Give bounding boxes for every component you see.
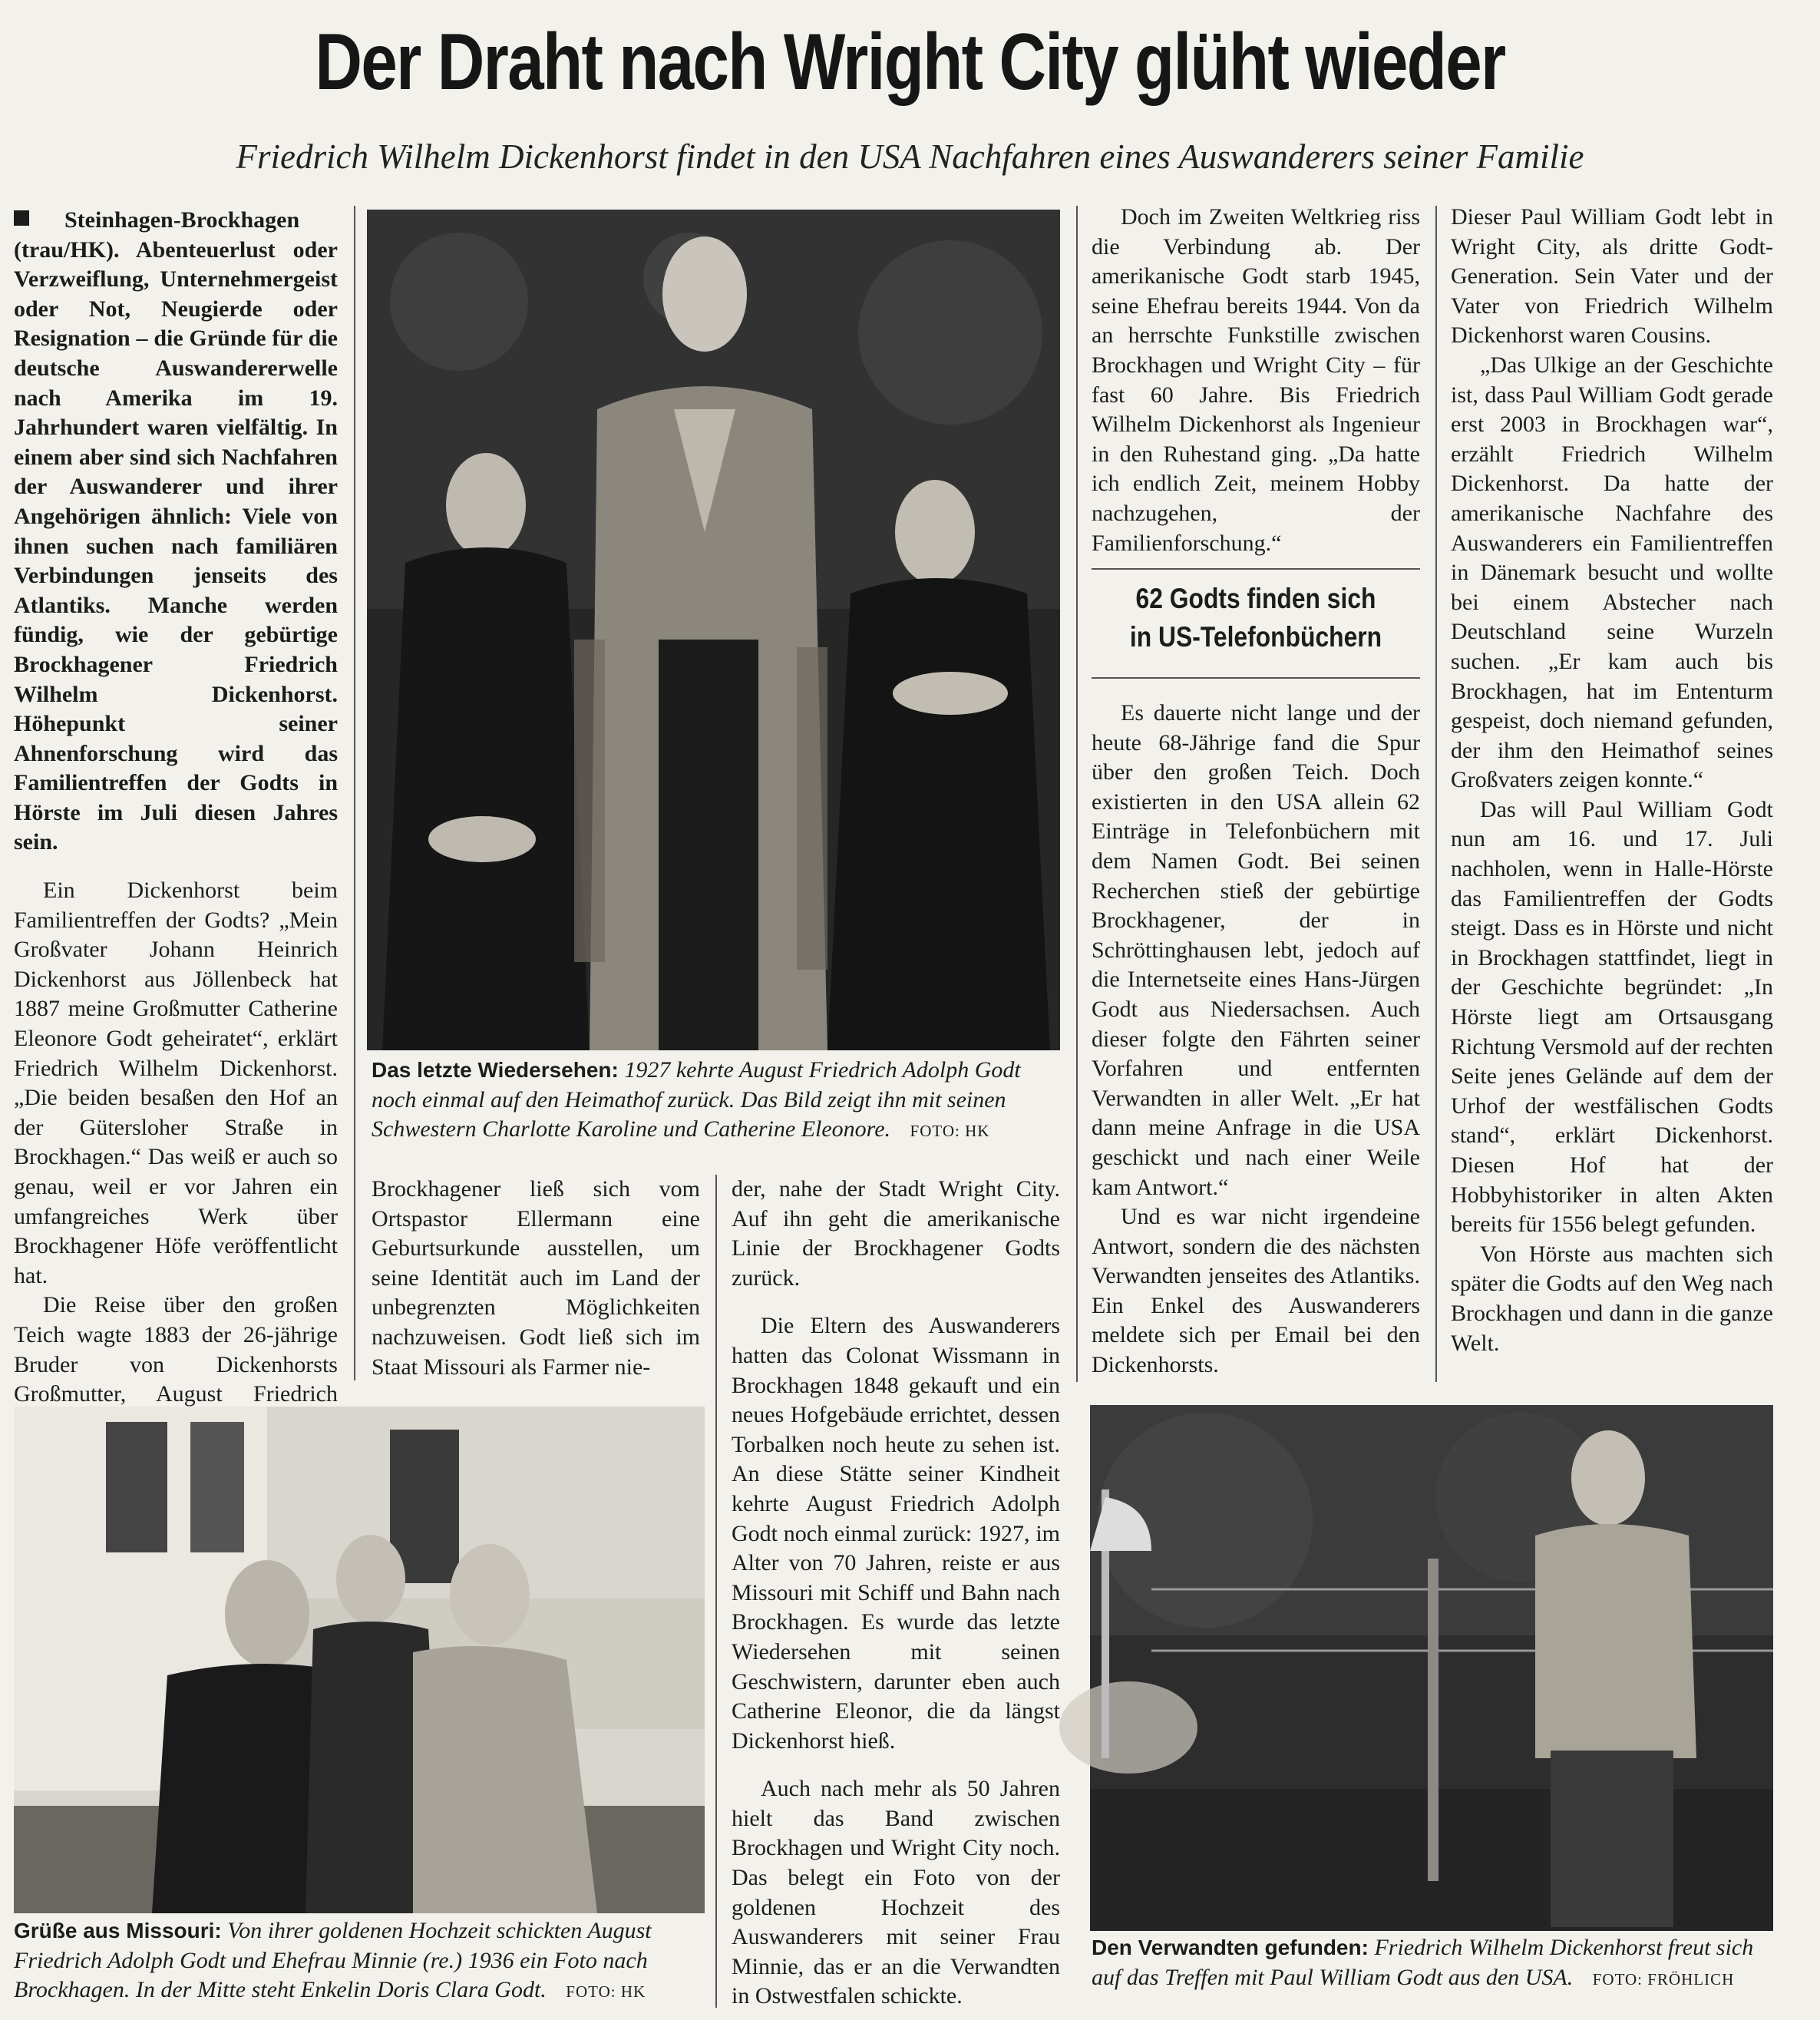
column-4 <box>1092 203 1420 556</box>
bullet-square-icon <box>14 210 29 226</box>
column-1 <box>14 206 338 1407</box>
caption-label: Das letzte Wiedersehen: <box>372 1058 619 1082</box>
column-4-continued <box>1092 699 1420 1382</box>
paragraph: Brockhagener ließ sich vom Ortspastor Ellermann eine Geburtsurkunde ausstellen, um seine Identität auch im Land der unbegrenzten Möglichkeiten nachzuweisen. Godt ließ sich im Staat Missouri als Farmer nie- <box>372 1176 700 1380</box>
paragraph: der, nahe der Stadt Wright City. Auf ihn geht die amerikanische Linie der Brockhagener Godts zurück. <box>732 1176 1060 1291</box>
paragraph: Die Reise über den großen Teich wagte 1883 der 26-jährige Bruder von Dickenhorsts Großmutter, August Friedrich <box>14 1292 338 1407</box>
subheadline: Friedrich Wilhelm Dickenhorst findet in den USA Nachfahren eines Auswanderers seiner Familie <box>236 137 1584 176</box>
photo-credit: FOTO: HK <box>910 1122 990 1141</box>
caption-label: Grüße aus Missouri: <box>14 1919 222 1942</box>
headline: Der Draht nach Wright City glüht wieder <box>315 18 1505 107</box>
caption-photo-last-reunion <box>372 1056 1062 1146</box>
caption-text: Von ihrer goldenen Hochzeit schickten August Friedrich Adolph Godt und Ehefrau Minnie (re.) 1936 ein Foto nach Brockhagen. In der Mitte steht Enkelin Doris Clara Godt. <box>14 1918 652 2003</box>
interheadline <box>1115 580 1397 656</box>
photo-credit: FOTO: HK <box>566 1982 646 2002</box>
caption-photo-greetings-from-missouri <box>14 1916 705 2007</box>
caption-text: 1927 kehrte August Friedrich Adolph Godt noch einmal auf den Heimathof zurück. Das Bild zeigt ihn mit seinen Schwestern Charlotte Karoline und Catherine Eleonore. <box>372 1057 1021 1142</box>
photo-last-reunion <box>367 210 1060 1050</box>
paragraph: Auch nach mehr als 50 Jahren hielt das Band zwischen Brockhagen und Wright City noch. Das belegt ein Foto von der goldenen Hochzeit des Auswanderers mit seiner Frau Minnie, das er an die Verwandten in Ostwestfalen schickte. <box>732 1776 1060 2009</box>
photo-credit: FOTO: FRÖHLICH <box>1592 1969 1735 1989</box>
interhead-rule-bottom <box>1092 677 1420 679</box>
column-rule <box>1435 206 1437 1382</box>
lead-text: Steinhagen-Brockhagen (trau/HK). Abenteuerlust oder Verzweiflung, Unternehmergeist oder Not, Neugierde oder Resignation – die Gründe für die deutsche Auswandererwelle nach Amerika im 19. Jahrhundert waren vielfältig. In einem aber sind sich Nachfahren der Auswanderer und ihrer Angehörigen ähnlich: Viele von ihnen suchen nach familiären Verbindungen jenseits des Atlantiks. Manche werden fündig, wie der gebürtige Brockhagener Friedrich Wilhelm Dickenhorst. Höhepunkt seiner Ahnenforschung wird das Familientreffen der Godts in Hörste im Juli diesen Jahres sein. <box>14 207 338 855</box>
paragraph: Dieser Paul William Godt lebt in Wright City, als dritte Godt-Generation. Sein Vater und der Vater von Friedrich Wilhelm Dickenhorst waren Cousins. <box>1451 204 1773 349</box>
paragraph: Die Eltern des Auswanderers hatten das Colonat Wissmann in Brockhagen 1848 gekauft und ein neues Hofgebäude errichtet, dessen Torbalken noch heute zu sehen ist. An diese Stätte seiner Kindheit kehrte August Friedrich Adolph Godt noch einmal zurück: 1927, im Alter von 70 Jahren, reiste er aus Missouri mit Schiff und Bahn nach Brockhagen. Es wurde das letzte Wiedersehen mit seinen Geschwistern, darunter eben auch Catherine Eleonor, die da längst Dickenhorst hieß. <box>732 1313 1060 1754</box>
caption-photo-relative-found <box>1092 1933 1775 1994</box>
paragraph: „Das Ulkige an der Geschichte ist, dass Paul William Godt gerade erst 2003 in Brockhagen war“, erzählt Friedrich Wilhelm Dickenhorst. Da hatte der amerikanische Nachfahre des Auswanderers ein Familientreffen in Dänemark besucht und wollte bei einem Abstecher nach Deutschland seine Wurzeln suchen. „Er kam auch bis Brockhagen, hat im Ententurm gespeist, doch niemand gefunden, der ihm den Heimathof seines Großvaters zeigen konnte.“ <box>1451 352 1773 793</box>
paragraph: Doch im Zweiten Weltkrieg riss die Verbindung ab. Der amerikanische Godt starb 1945, seine Ehefrau bereits 1944. Von da an herrschte Funkstille zwischen Brockhagen und Wright City – für fast 60 Jahre. Bis Friedrich Wilhelm Dickenhorst als Ingenieur in den Ruhestand ging. „Da hatte ich endlich Zeit, meinem Hobby nachzugehen, der Familienforschung.“ <box>1092 204 1420 556</box>
column-5 <box>1451 203 1773 1385</box>
column-rule <box>715 1175 717 2008</box>
paragraph: Ein Dickenhorst beim Familientreffen der Godts? „Mein Großvater Johann Heinrich Dickenhorst aus Jöllenbeck hat 1887 meine Großmutter Catherine Eleonore Godt geheiratet“, erklärt Friedrich Wilhelm Dickenhorst. „Die beiden besaßen den Hof an der Gütersloher Straße in Brockhagen.“ Das weiß er auch so genau, weil er vor Jahren ein umfangreiches Werk über Brockhagener Höfe veröffentlicht hat. <box>14 878 338 1288</box>
paragraph: Das will Paul William Godt nun am 16. und 17. Juli nachholen, wenn in Halle-Hörste das Familientreffen der Godts steigt. Dass es in Hörste und nicht in Brockhagen stattfindet, liegt in der Geschichte begründet: „In Hörste liegt am Ortsausgang Richtung Versmold auf der rechten Seite jenes Gelände auf dem der Urhof der westfälischen Godts stand“, erklärt Dickenhorst. Diesen Hof hat der Hobbyhistoriker in alten Akten bereits für 1556 belegt gefunden. <box>1451 796 1773 1238</box>
paragraph: Es dauerte nicht lange und der heute 68-Jährige fand die Spur über den großen Teich. Doch existierten in den USA allein 62 Einträge in Telefonbüchern mit dem Namen Godt. Bei seinen Recherchen stieß der gebürtige Brockhagener, der in Schröttinghausen lebt, jedoch auf die Internetseite eines Hans-Jürgen Godt aus Niedersachsen. Auch dieser folgte den Fährten seiner Vorfahren und entfernten Verwandten in aller Welt. „Er hat dann meine Anfrage in die USA geschickt und nach einer Weile kam Antwort.“ <box>1092 700 1420 1200</box>
photo-relative-found <box>1090 1405 1773 1931</box>
column-3 <box>732 1175 1060 2012</box>
caption-text: Friedrich Wilhelm Dickenhorst freut sich auf das Treffen mit Paul William Godt aus den USA. <box>1092 1935 1754 1990</box>
column-2 <box>372 1175 700 1382</box>
interheadline-line-2: in US-Telefonbüchern <box>1129 621 1382 653</box>
paragraph: Und es war nicht irgendeine Antwort, sondern die des nächsten Verwandten jenseites des Atlantiks. Ein Enkel des Auswanderers meldete sich per Email bei den Dickenhorsts. <box>1092 1204 1420 1378</box>
photo-greetings-from-missouri <box>14 1407 705 1913</box>
interheadline-line-1: 62 Godts finden sich <box>1135 583 1376 614</box>
lead-paragraph <box>14 206 338 858</box>
column-rule <box>1076 206 1078 1382</box>
paragraph: Von Hörste aus machten sich später die Godts auf den Weg nach Brockhagen und dann in die ganze Welt. <box>1451 1241 1773 1356</box>
column-rule <box>354 206 355 1380</box>
caption-label: Den Verwandten gefunden: <box>1092 1936 1369 1959</box>
interhead-rule-top <box>1092 568 1420 570</box>
